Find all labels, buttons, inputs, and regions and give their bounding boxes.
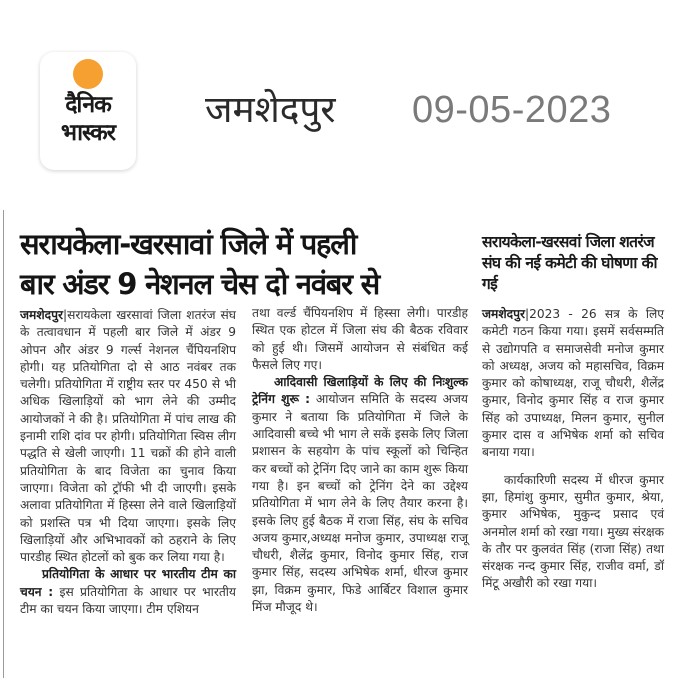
main-article-column-2 <box>252 305 468 616</box>
dateline: जमशेदपुर <box>20 308 63 322</box>
main-article-paragraph-3: तथा वर्ल्ड चैंपियनशिप में हिस्सा लेगी। पारडीह स्थित एक होटल में जिला संघ की बैठक रविवार को हुई थी। जिसमें आयोजन से संबंधित कई फैसले लिए गए। <box>252 306 468 372</box>
main-article-paragraph-1 <box>20 307 236 566</box>
paragraph-text: आयोजन समिति के सदस्य अजय कुमार ने बताया कि प्रतियोगिता में जिले के आदिवासी बच्चे भी भाग ले सकें इसके लिए जिला प्रशासन के सहयोग के पांच स्कूलों को चिन्हित कर बच्चों को ट्रेनिंग दिए जाने का काम शुरू किया गया है। इन बच्चों को ट्रेनिंग देने का उद्देश्य प्रतियोगिता में भाग लेने के लिए तैयार करना है। इसके लिए हुई बैठक में राजा सिंह, संघ के सचिव अजय कुमार,अध्यक्ष मनोज कुमार, उपाध्यक्ष राजू चौधरी, शैलेंद्र कुमार, विनोद कुमार सिंह, राज कुमार सिंह, सदस्य अभिषेक शर्मा, धीरज कुमार झा, विक्रम कुमार, फिडे आर्बिटर विशाल कुमार मिंज मौजूद थे। <box>252 392 468 615</box>
subheading: प्रतियोगिता के आधार पर भारतीय टीम का चयन : <box>20 567 236 599</box>
edition-city: जमशेदपुर <box>205 88 336 131</box>
sun-icon <box>73 59 103 89</box>
paragraph-text: |सरायकेला खरसावां जिला शतरंज संघ के तत्वावधान में पहली बार जिले में अंडर 9 ओपन और अंडर 9 गर्ल्स नेशनल चैंपियनशिप होगी। यह प्रतियोगिता दो से आठ नवंबर तक चलेगी। प्रतियोगिता में राष्ट्रीय स्तर पर 450 से भी अधिक खिलाड़ियों को भाग लेने की उम्मीद आयोजकों ने की है। प्रतियोगिता में पांच लाख की इनामी राशि दांव पर होगी। प्रतियोगिता स्विस लीग पद्धति से खेली जाएगी। 11 चक्रों की होने वाली प्रतियोगिता के बाद विजेता का चुनाव किया जाएगा। विजेता को ट्रॉफी भी दी जाएगी। इसके अलावा प्रतियोगिता में हिस्सा लेने वाले खिलाड़ियों को प्रशस्ति पत्र भी दिया जाएगा। इसके लिए खिलाड़ियों और अभिभावकों को ठहराने के लिए पारडीह स्थित होटलों को बुक कर लिया गया है। <box>20 308 236 565</box>
paragraph-text: |2023 - 26 सत्र के लिए कमेटी गठन किया गया। इसमें सर्वसम्मति से उद्योगपति व समाजसेवी मनोज कुमार को अध्यक्ष, अजय को महासचिव, विक्रम कुमार को कोषाध्यक्ष, राजू चौधरी, शैलेंद्र कुमार, विनोद कुमार सिंह व राज कुमार सिंह को उपाध्यक्ष, मिलन कुमार, सुनील कुमार दास व अभिषेक शर्मा को सचिव बनाया गया। <box>482 307 664 460</box>
main-article-paragraph-2 <box>20 566 236 618</box>
main-headline-line1: सरायकेला-खरसावां जिले में पहली <box>20 227 357 261</box>
clipping-border-line <box>3 210 4 678</box>
main-headline <box>20 224 470 304</box>
newspaper-logo <box>40 52 136 170</box>
subheading: आदिवासी खिलाड़ियों के लिए की निःशुल्क ट्रेनिंग शुरू : <box>252 375 468 407</box>
logo-text-line1: दैनिक <box>65 92 111 118</box>
side-article-paragraph-2: कार्यकारिणी सदस्य में धीरज कुमार झा, हिमांशु कुमार, सुमीत कुमार, श्रेया, कुमार अभिषेक, मुकुन्द प्रसाद एवं अनमोल शर्मा को रखा गया। मुख्य संरक्षक के तौर पर कुलवंत सिंह (राजा सिंह) तथा संरक्षक नन्द कुमार सिंह, राजीव वर्मा, डॉ मिंटू अखौरी को रखा गया। <box>482 472 664 591</box>
side-article-paragraph-1 <box>482 306 664 462</box>
main-article-paragraph-4 <box>252 374 468 616</box>
main-article-column-1 <box>20 307 236 618</box>
side-article-column <box>482 306 664 593</box>
paragraph-text: इस प्रतियोगिता के आधार पर भारतीय टीम का चयन किया जाएगा। टीम एशियन <box>20 584 236 617</box>
main-headline-line2: बार अंडर 9 नेशनल चेस दो नवंबर से <box>20 267 380 301</box>
dateline: जमशेदपुर <box>482 307 525 321</box>
edition-date: 09-05-2023 <box>412 89 612 131</box>
side-article-headline: सरायकेला-खरसवां जिला शतरंज संघ की नई कमेटी की घोषणा की गई <box>482 233 657 293</box>
logo-text-line2: भास्कर <box>60 120 116 146</box>
